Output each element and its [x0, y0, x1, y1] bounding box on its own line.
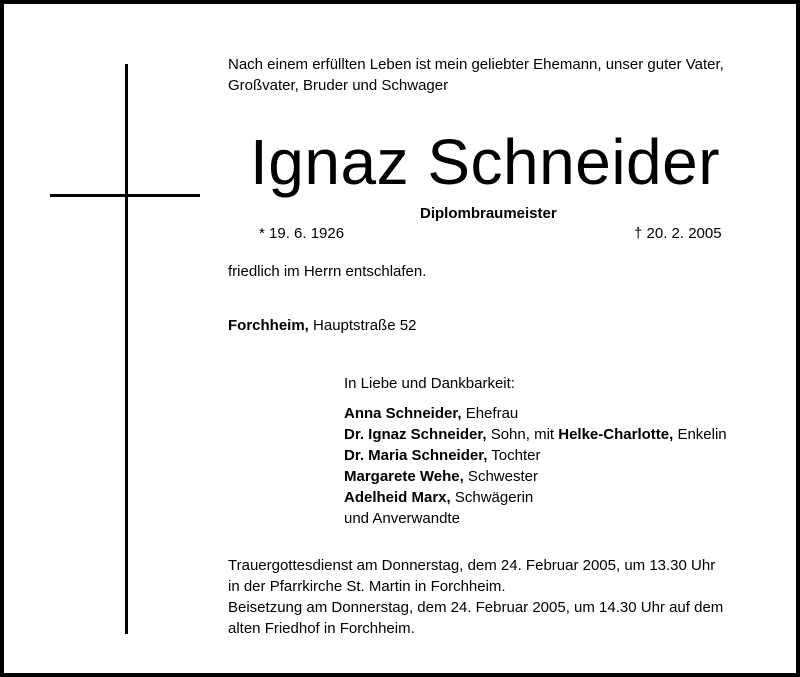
service-details	[228, 555, 723, 639]
cross-vertical-bar	[125, 64, 128, 634]
birth-date: * 19. 6. 1926	[259, 225, 345, 242]
service-line-1: Trauergottesdienst am Donnerstag, dem 24. Februar 2005, um 13.30 Uhr	[228, 557, 716, 574]
mourners-intro: In Liebe und Dankbarkeit:	[344, 375, 515, 392]
address-city: Forchheim,	[228, 317, 309, 334]
mourner-relation: Tochter	[487, 447, 541, 464]
mourner-relation: Schwester	[463, 468, 538, 485]
death-date: † 20. 2. 2005	[634, 225, 722, 242]
mourner-name: Dr. Ignaz Schneider,	[344, 426, 487, 443]
mourner-name: Margarete Wehe,	[344, 468, 464, 485]
address-street: Hauptstraße 52	[308, 317, 417, 334]
intro-text	[228, 54, 724, 96]
intro-line-2: Großvater, Bruder und Schwager	[228, 77, 449, 94]
mourner-relation: Sohn, mit	[486, 426, 559, 443]
mourner-row	[344, 466, 727, 487]
mourner-name: Anna Schneider,	[344, 405, 462, 422]
mourner-name: Adelheid Marx,	[344, 489, 451, 506]
mourner-row	[344, 403, 727, 424]
mourner-relation: Ehefrau	[461, 405, 519, 422]
mourner-name-2: Helke-Charlotte,	[558, 426, 674, 443]
deceased-title: Diplombraumeister	[420, 205, 557, 222]
deceased-name: Ignaz Schneider	[250, 126, 721, 198]
service-line-2: in der Pfarrkirche St. Martin in Forchheim.	[228, 578, 506, 595]
service-line-3: Beisetzung am Donnerstag, dem 24. Februar 2005, um 14.30 Uhr auf dem	[228, 599, 724, 616]
mourner-row	[344, 487, 727, 508]
mourner-relation-2: Enkelin	[673, 426, 727, 443]
mourner-row	[344, 445, 727, 466]
address	[228, 315, 416, 336]
cross-horizontal-bar	[50, 194, 200, 197]
passing-text: friedlich im Herrn entschlafen.	[228, 263, 427, 280]
intro-line-1: Nach einem erfüllten Leben ist mein geliebter Ehemann, unser guter Vater,	[228, 56, 724, 73]
mourner-relation: Schwägerin	[450, 489, 534, 506]
service-line-4: alten Friedhof in Forchheim.	[228, 620, 415, 637]
mourners-closing: und Anverwandte	[344, 510, 460, 527]
mourner-name: Dr. Maria Schneider,	[344, 447, 488, 464]
mourners-list	[344, 373, 727, 529]
mourner-row	[344, 424, 727, 445]
